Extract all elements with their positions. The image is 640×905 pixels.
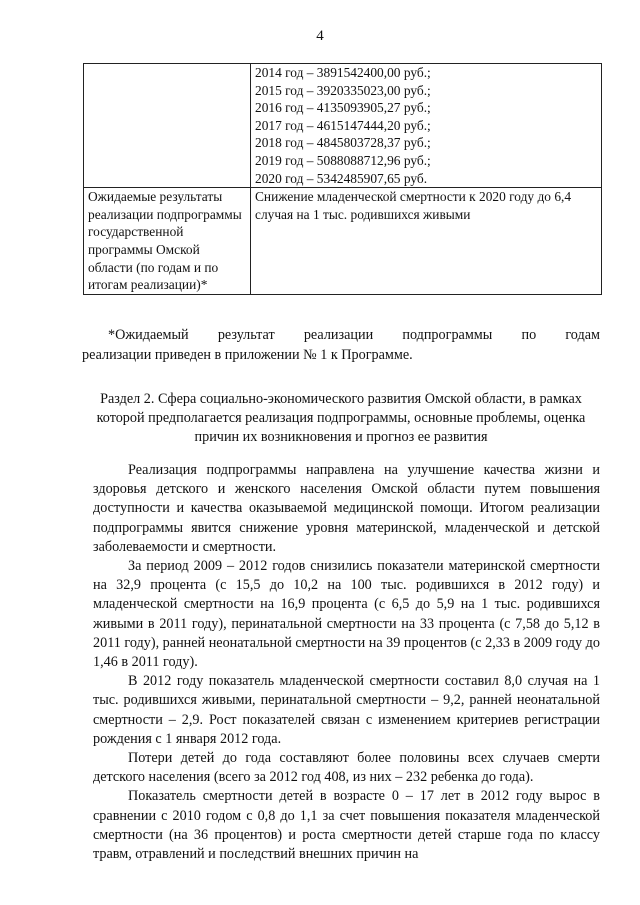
funding-line-2018: 2018 год – 4845803728,37 руб.; [255, 135, 431, 151]
paragraph: В 2012 году показатель младенческой смертности составил 8,0 случая на 1 тыс. родившихся живыми, перинатальной смертности – 9,2, ранней неонатальной смертности – 2,9. Рост показателей связан с изменением критериев регистрации рождения с 1 января 2012 года. [93, 673, 600, 747]
paragraph: Показатель смертности детей в возрасте 0 – 17 лет в 2012 году вырос в сравнении с 2010 годом с 0,8 до 1,1 за счет повышения показателя младенческой смертности (на 36 процентов) и роста смертности детей старше года по классу травм, отравлений и последствий внешних причин на [93, 788, 600, 863]
paragraph: Потери детей до года составляют более половины всех случаев смерти детского населения (всего за 2012 год 408, из них – 232 ребенка до года). [93, 750, 600, 786]
subprogram-passport-table [83, 63, 602, 295]
paragraph: За период 2009 – 2012 годов снизились показатели материнской смертности на 32,9 процента (с 15,5 до 10,2 на 100 тыс. родившихся в 2012 году) и младенческой смертности на 16,9 процента (с 6,5 до 5,9 на 1 тыс. родившихся живыми в 2011 году), перинатальной смертности на 33 процента (с 7,58 до 5,12 в 2011 году), ранней неонатальной смертности на 39 процентов (с 2,33 в 2009 году до 1,46 в 2011 году). [93, 558, 600, 671]
footnote-line-1: *Ожидаемый результат реализации подпрограммы по годам [108, 327, 600, 343]
empty-label-cell [84, 64, 251, 188]
paragraph: Реализация подпрограммы направлена на улучшение качества жизни и здоровья детского и женского населения Омской области путем повышения доступности и качества оказываемой медицинской помощи. Итогом реализации подпрограммы явится снижение уровня материнской, младенческой и детской заболеваемости и смертности. [93, 462, 600, 555]
footnote [82, 325, 600, 365]
funding-line-2014: 2014 год – 3891542400,00 руб.; [255, 65, 431, 80]
funding-line-2015: 2015 год – 3920335023,00 руб.; [255, 82, 431, 98]
funding-row [84, 64, 602, 188]
funding-line-2020: 2020 год – 5342485907,65 руб. [255, 170, 428, 186]
page-number: 4 [316, 28, 324, 44]
body-text [93, 461, 600, 864]
funding-line-2017: 2017 год – 4615147444,20 руб.; [255, 117, 431, 133]
results-label-cell: Ожидаемые результаты реализации подпрограммы государственной программы Омской области (по годам и по итогам реализации)* [84, 188, 251, 295]
footnote-line-2: реализации приведен в приложении № 1 к Программе. [82, 347, 413, 363]
funding-line-2019: 2019 год – 5088088712,96 руб.; [255, 152, 431, 168]
results-row [84, 188, 602, 295]
results-value-cell: Снижение младенческой смертности к 2020 году до 6,4 случая на 1 тыс. родившихся живыми [251, 188, 602, 295]
funding-line-2016: 2016 год – 4135093905,27 руб.; [255, 100, 431, 116]
funding-cell [251, 64, 602, 188]
section-heading: Раздел 2. Сфера социально-экономического развития Омской области, в рамках которой предполагается реализация подпрограммы, основные проблемы, оценка причин их возникновения и прогноз ее развития [96, 391, 586, 445]
